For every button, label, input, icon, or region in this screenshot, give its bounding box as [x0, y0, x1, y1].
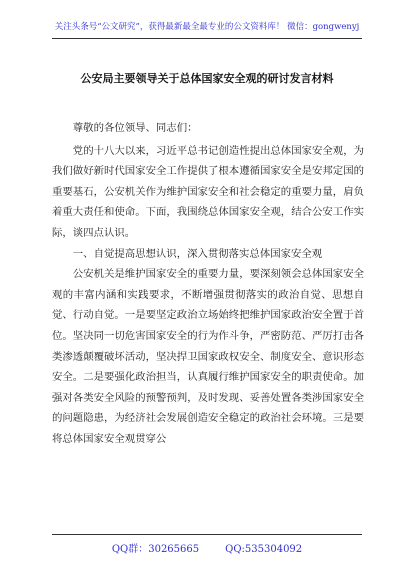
document-body — [52, 118, 364, 450]
header-notice: 关注头条号“公文研究”，获得最新最全最专业的公文资料库！ 微信：gongwenyj — [54, 22, 360, 32]
footer — [52, 540, 362, 555]
paragraph-section-one: 公安机关是维护国家安全的重要力量，要深刻领会总体国家安全观的丰富内涵和实践要求，不断增强贯彻落实的政治自觉、思想自觉、行动自觉。一是要坚定政治立场始终把维护国家政治安全置于首位。坚决同一切危害国家安全的行为作斗争，严密防范、严厉打击各类渗透颠覆破坏活动，坚决捍卫国家政权安全、制度安全、意识形态安全。二是要强化政治担当，认真履行维护国家安全的职责使命。加强对各类安全风险的预警预判，及时发现、妥善处置各类涉国家安全的问题隐患，为经济社会发展创造安全稳定的政治社会环境。三是要将总体国家安全观贯穿公 — [52, 268, 364, 445]
footer-qq: QQ:535304092 — [225, 544, 303, 555]
header-divider — [52, 38, 362, 39]
footer-qq-group: QQ群：30265665 — [111, 544, 200, 555]
section-heading: 一、自觉提高思想认识，深入贯彻落实总体国家安全观 — [72, 247, 323, 260]
paragraph-intro: 党的十八大以来，习近平总书记创造性提出总体国家安全观，为我们做好新时代国家安全工作提供了根本遵循国家安全是安邦定国的重要基石，公安机关作为维护国家安全和社会稳定的重要力量，肩负着重大责任和使命。下面，我围绕总体国家安全观，结合公安工作实际，谈四点认识。 — [52, 144, 364, 239]
document-title: 公安局主要领导关于总体国家安全观的研讨发言材料 — [80, 72, 334, 85]
greeting: 尊敬的各位领导、同志们： — [72, 122, 198, 134]
footer-divider — [52, 534, 362, 535]
